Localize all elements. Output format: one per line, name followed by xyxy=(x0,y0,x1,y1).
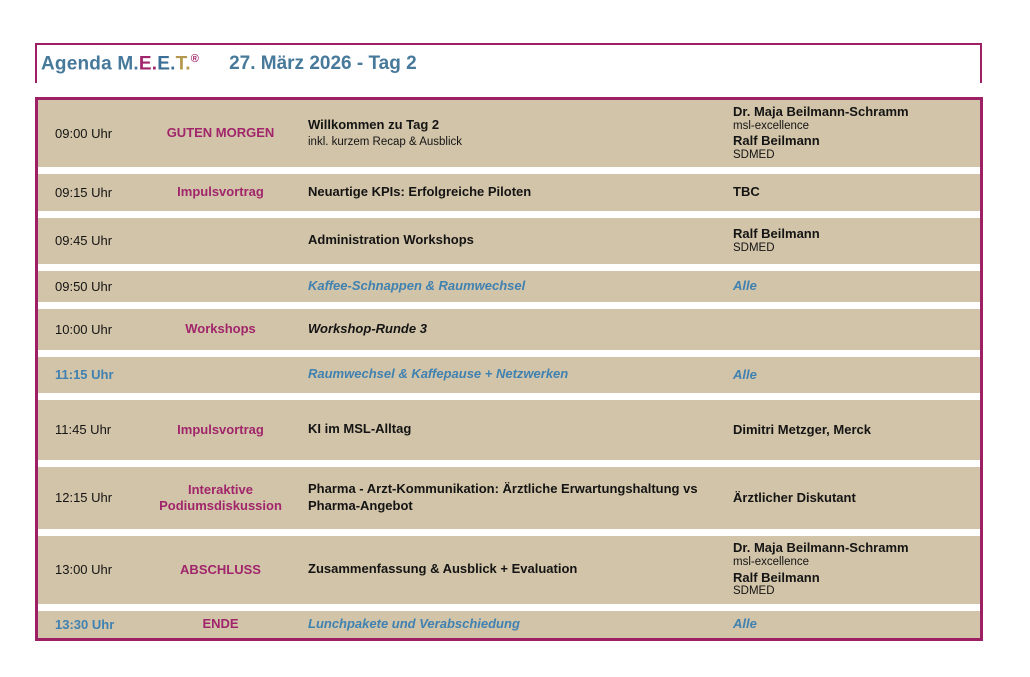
break-title: Lunchpakete und Verabschiedung xyxy=(308,615,520,631)
content-cell xyxy=(308,184,733,201)
category-cell: ABSCHLUSS xyxy=(180,561,261,577)
session-title: Zusammenfassung & Ausblick + Evaluation xyxy=(308,561,578,577)
time-cell: 11:15 Uhr xyxy=(55,367,114,383)
time-cell: 11:45 Uhr xyxy=(55,422,112,438)
agenda-table xyxy=(35,97,983,641)
speaker-name: Dr. Maja Beilmann-Schramm xyxy=(733,104,909,119)
speaker-cell xyxy=(733,422,980,438)
time-cell: 09:00 Uhr xyxy=(55,125,113,141)
session-title: Pharma - Arzt-Kommunikation: Ärztliche Erwartungshaltung vs Pharma-Angebot xyxy=(308,480,698,513)
content-cell xyxy=(308,481,733,515)
time-cell: 09:50 Uhr xyxy=(55,278,113,294)
content-cell xyxy=(308,232,733,249)
session-title: Administration Workshops xyxy=(308,232,474,248)
page-title: 27. März 2026 - Tag 2 xyxy=(229,53,417,74)
speaker-org: SDMED xyxy=(733,585,775,598)
speaker-name: Ralf Beilmann xyxy=(733,133,820,149)
brand-prefix: Agenda M. xyxy=(41,53,139,75)
speaker-name: TBC xyxy=(733,184,760,200)
speaker-org: SDMED xyxy=(733,148,775,161)
agenda-row-0900 xyxy=(38,100,980,167)
content-cell xyxy=(308,616,733,633)
time-cell: 09:15 Uhr xyxy=(55,184,113,200)
speaker-cell xyxy=(733,540,980,599)
agenda-row-1115-break xyxy=(38,357,980,393)
session-subtitle: inkl. kurzem Recap & Ausblick xyxy=(308,135,463,148)
speaker-name: Ralf Beilmann xyxy=(733,226,820,242)
content-cell xyxy=(308,421,733,438)
agenda-row-1000 xyxy=(38,309,980,350)
category-cell: Interaktive Podiumsdiskussion xyxy=(159,481,282,513)
agenda-row-1145 xyxy=(38,400,980,460)
speaker-cell xyxy=(733,184,980,200)
agenda-row-0945 xyxy=(38,218,980,264)
content-cell xyxy=(308,117,733,150)
agenda-row-1215 xyxy=(38,467,980,529)
speaker-cell xyxy=(733,367,980,383)
speaker-cell xyxy=(733,278,980,294)
speaker-cell xyxy=(733,226,980,255)
speaker-name: Alle xyxy=(733,278,757,294)
registered-trademark-icon: ® xyxy=(190,52,200,65)
content-cell xyxy=(308,561,733,578)
time-cell: 13:00 Uhr xyxy=(55,562,113,578)
session-title: Willkommen zu Tag 2 xyxy=(308,116,440,132)
speaker-org: SDMED xyxy=(733,241,775,254)
agenda-row-0950-break xyxy=(38,271,980,302)
session-title: KI im MSL-Alltag xyxy=(308,421,412,437)
category-cell: Workshops xyxy=(185,321,256,337)
speaker-name: Alle xyxy=(733,616,757,632)
time-cell: 12:15 Uhr xyxy=(55,490,113,506)
category-cell: GUTEN MORGEN xyxy=(166,125,275,141)
content-cell xyxy=(308,321,733,338)
speaker-name: Ärztlicher Diskutant xyxy=(733,489,856,505)
speaker-cell xyxy=(733,104,980,163)
brand-e1: E. xyxy=(138,53,158,75)
speaker-name: Alle xyxy=(733,366,757,382)
break-title: Raumwechsel & Kaffepause + Netzwerken xyxy=(308,366,569,382)
session-title: Neuartige KPIs: Erfolgreiche Piloten xyxy=(308,183,532,199)
speaker-cell xyxy=(733,490,980,506)
category-cell: Impulsvortrag xyxy=(177,421,264,437)
brand-logo xyxy=(41,53,199,75)
speaker-cell xyxy=(733,616,980,632)
category-cell: ENDE xyxy=(202,616,239,632)
break-title: Kaffee-Schnappen & Raumwechsel xyxy=(308,277,526,293)
time-cell: 09:45 Uhr xyxy=(55,233,113,249)
speaker-org: msl-excellence xyxy=(733,555,810,568)
brand-e2: E. xyxy=(157,53,176,75)
speaker-name: Dr. Maja Beilmann-Schramm xyxy=(733,540,909,556)
speaker-name: Ralf Beilmann xyxy=(733,569,820,585)
content-cell xyxy=(308,278,733,295)
agenda-row-0915 xyxy=(38,174,980,211)
session-title: Workshop-Runde 3 xyxy=(308,320,427,336)
brand-t: T. xyxy=(175,53,191,75)
speaker-name: Dimitri Metzger, Merck xyxy=(733,421,871,437)
speaker-org: msl-excellence xyxy=(733,119,810,132)
agenda-row-1300 xyxy=(38,536,980,604)
content-cell xyxy=(308,366,733,383)
header xyxy=(35,43,982,83)
agenda-row-1330-end xyxy=(38,611,980,638)
time-cell: 13:30 Uhr xyxy=(55,616,115,632)
time-cell: 10:00 Uhr xyxy=(55,321,113,337)
category-cell: Impulsvortrag xyxy=(177,184,264,200)
